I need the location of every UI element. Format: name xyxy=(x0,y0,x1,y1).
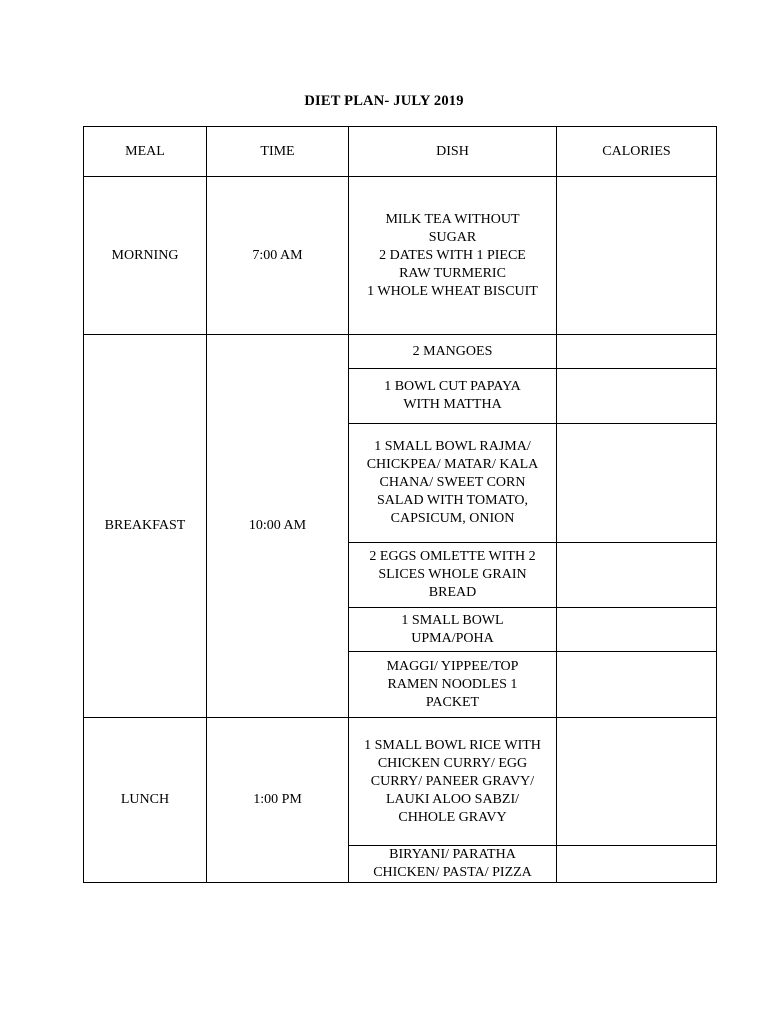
calories-cell xyxy=(557,335,717,369)
meal-cell: LUNCH xyxy=(84,718,207,883)
dish-cell: 2 MANGOES xyxy=(349,335,557,369)
header-time: TIME xyxy=(207,127,349,177)
time-cell: 1:00 PM xyxy=(207,718,349,883)
meal-cell: MORNING xyxy=(84,177,207,335)
table-row xyxy=(84,335,717,369)
calories-cell xyxy=(557,543,717,608)
table-row xyxy=(84,718,717,846)
calories-cell xyxy=(557,177,717,335)
table-row xyxy=(84,177,717,335)
header-dish: DISH xyxy=(349,127,557,177)
document-title: DIET PLAN- JULY 2019 xyxy=(304,93,464,109)
calories-cell xyxy=(557,608,717,652)
diet-plan-table xyxy=(83,126,717,883)
dish-cell: MILK TEA WITHOUT SUGAR 2 DATES WITH 1 PIECE RAW TURMERIC 1 WHOLE WHEAT BISCUIT xyxy=(349,177,557,335)
time-cell: 10:00 AM xyxy=(207,335,349,718)
dish-cell: MAGGI/ YIPPEE/TOP RAMEN NOODLES 1 PACKET xyxy=(349,652,557,718)
calories-cell xyxy=(557,369,717,424)
header-calories: CALORIES xyxy=(557,127,717,177)
calories-cell xyxy=(557,846,717,883)
dish-cell: 2 EGGS OMLETTE WITH 2 SLICES WHOLE GRAIN BREAD xyxy=(349,543,557,608)
time-cell: 7:00 AM xyxy=(207,177,349,335)
calories-cell xyxy=(557,424,717,543)
dish-cell: 1 SMALL BOWL UPMA/POHA xyxy=(349,608,557,652)
header-meal: MEAL xyxy=(84,127,207,177)
dish-cell: BIRYANI/ PARATHA CHICKEN/ PASTA/ PIZZA xyxy=(349,846,557,883)
dish-cell: 1 SMALL BOWL RICE WITH CHICKEN CURRY/ EGG CURRY/ PANEER GRAVY/ LAUKI ALOO SABZI/ CHHOLE GRAVY xyxy=(349,718,557,846)
calories-cell xyxy=(557,652,717,718)
calories-cell xyxy=(557,718,717,846)
dish-cell: 1 BOWL CUT PAPAYA WITH MATTHA xyxy=(349,369,557,424)
meal-cell: BREAKFAST xyxy=(84,335,207,718)
header-row xyxy=(84,127,717,177)
dish-cell: 1 SMALL BOWL RAJMA/ CHICKPEA/ MATAR/ KALA CHANA/ SWEET CORN SALAD WITH TOMATO, CAPSICUM, ONION xyxy=(349,424,557,543)
